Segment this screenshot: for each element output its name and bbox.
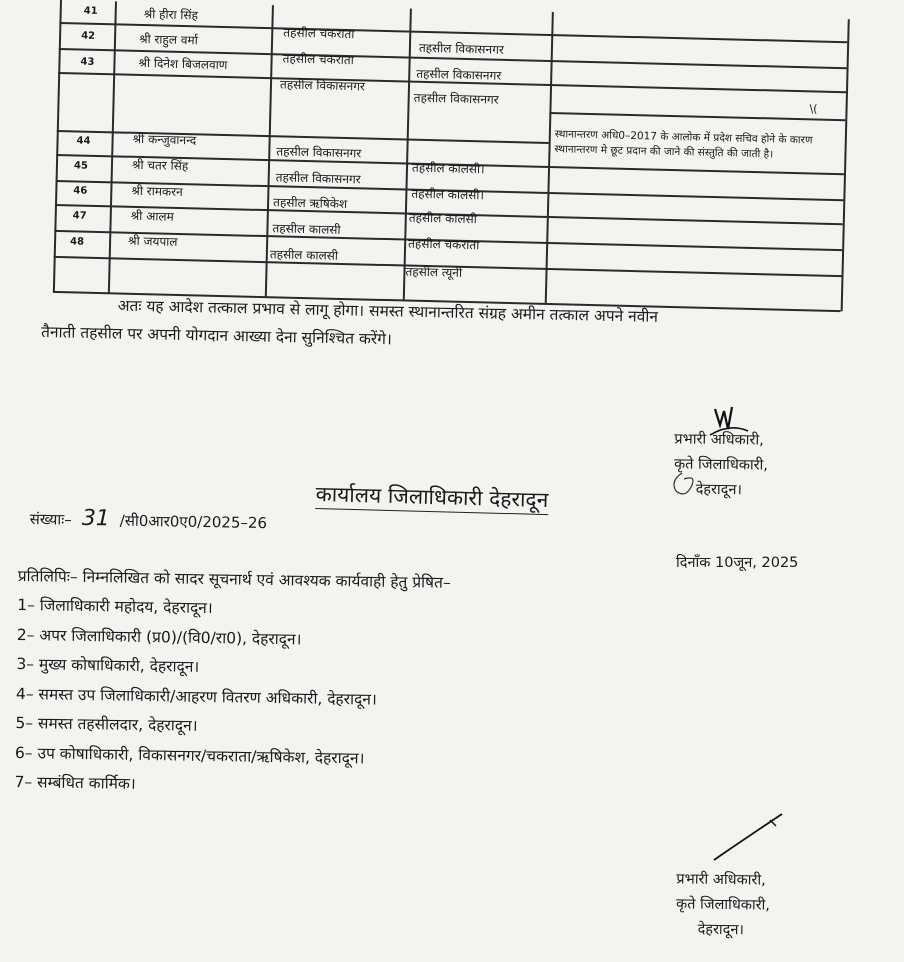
table-border — [403, 9, 412, 301]
serial-number: 48 — [69, 236, 85, 248]
transfer-tehsil: तहसील कालसी। — [411, 186, 485, 203]
table-border — [841, 19, 850, 311]
serial-number: 45 — [73, 160, 89, 172]
transfer-tehsil: तहसील विकासनगर — [413, 90, 499, 107]
table-border — [57, 130, 549, 147]
employee-name: श्री कन्जुवानन्द — [132, 131, 197, 148]
transfer-tehsil: तहसील कालसी — [408, 210, 478, 227]
signatory-title: प्रभारी अधिकारी, — [674, 431, 764, 449]
table-border — [549, 112, 845, 121]
signatory-location: देहरादून। — [697, 921, 745, 939]
employee-name: श्री चतर सिंह — [131, 157, 189, 174]
serial-number: 46 — [73, 185, 88, 197]
current-tehsil: तहसील चकराता — [283, 25, 355, 42]
list-item: 7– सम्बंधित कार्मिक। — [14, 772, 136, 793]
transfer-tehsil: तहसील चकराता — [407, 236, 480, 253]
current-tehsil: तहसील विकासनगर — [275, 170, 361, 187]
current-tehsil: तहसील विकासनगर — [279, 77, 366, 94]
transfer-tehsil: तहसील कालसी। — [411, 160, 485, 177]
paragraph-line: अतः यह आदेश तत्काल प्रभाव से लागू होगा। समस्त स्थानान्तरित संग्रह अमीन तत्काल अपने नवीन — [117, 296, 659, 326]
reference-suffix: /सी0आर0ए0/2025–26 — [119, 511, 268, 533]
signature-block-top — [673, 427, 768, 503]
list-item: 3– मुख्य कोषाधिकारी, देहरादून। — [16, 654, 200, 676]
date-line — [676, 552, 798, 572]
employee-name: श्री जयपाल — [127, 233, 178, 249]
office-heading — [315, 480, 548, 514]
date-value: 10जून, 2025 — [715, 555, 799, 571]
signature-block-bottom — [675, 867, 770, 943]
reference-handwritten-number: 31 — [81, 505, 111, 532]
table-border — [53, 0, 62, 292]
employee-name: श्री हीरा सिंह — [143, 7, 199, 23]
transfer-table — [53, 0, 850, 319]
handwritten-signature-stroke — [710, 808, 790, 868]
transfer-tehsil: तहसील विकासनगर — [416, 66, 502, 83]
transfer-tehsil: तहसील विकासनगर — [418, 40, 505, 57]
signatory-title: प्रभारी अधिकारी, — [676, 871, 766, 889]
current-tehsil: तहसील चकराता — [282, 51, 354, 68]
employee-name: श्री दिनेश बिजलवाण — [138, 55, 228, 73]
employee-name: श्री रामकरन — [131, 183, 183, 200]
list-item: 4– समस्त उप जिलाधिकारी/आहरण वितरण अधिकारी, देहरादून। — [15, 684, 377, 709]
copy-intro: प्रतिलिपिः– निम्नलिखित को सादर सूचनार्थ एवं आवश्यक कार्यवाही हेतु प्रेषित– — [17, 566, 451, 592]
transfer-tehsil: तहसील त्यूनी — [405, 264, 463, 280]
signatory-designation: कृते जिलाधिकारी, — [675, 896, 771, 914]
serial-number: 41 — [83, 5, 98, 17]
current-tehsil: तहसील ऋषिकेश — [272, 195, 348, 212]
list-item: 2– अपर जिलाधिकारी (प्र0)/(वि0/रा0), देहरादून। — [16, 625, 302, 648]
signatory-location: देहरादून। — [695, 481, 743, 499]
current-tehsil: तहसील कालसी — [269, 247, 339, 263]
current-tehsil: तहसील विकासनगर — [276, 144, 362, 161]
serial-number: 43 — [80, 56, 95, 68]
employee-name: श्री राहुल वर्मा — [138, 31, 198, 48]
current-tehsil: तहसील कालसी — [272, 221, 341, 237]
copy-list — [14, 562, 778, 809]
reference-number — [30, 505, 268, 534]
remark-text: स्थानान्तरण अधि0–2017 के आलोक में प्रदेश सचिव होने के कारण स्थानान्तरण मे छूट प्रदान की जाने की संस्तुति की जाती है। — [554, 128, 813, 161]
serial-number: 47 — [72, 210, 87, 222]
signatory-designation: कृते जिलाधिकारी, — [673, 456, 769, 474]
serial-number: 42 — [80, 30, 96, 42]
paragraph-line: तैनाती तहसील पर अपनी योगदान आख्या देना सुनिश्चित करेंगे। — [40, 322, 392, 349]
list-item: 5– समस्त तहसीलदार, देहरादून। — [15, 713, 198, 735]
employee-name: श्री आलम — [130, 208, 174, 224]
date-label: दिनाँक — [676, 555, 711, 571]
table-border — [108, 1, 117, 293]
tick-mark: \( — [809, 102, 818, 116]
table-border — [545, 12, 554, 304]
list-item: 6– उप कोषाधिकारी, विकासनगर/चकराता/ऋषिकेश, देहरादून। — [14, 743, 365, 767]
list-item: 1– जिलाधिकारी महोदय, देहरादून। — [17, 595, 213, 618]
office-heading-text: कार्यालय जिलाधिकारी देहरादून — [315, 482, 548, 515]
reference-prefix: संख्याः– — [29, 509, 72, 529]
serial-number: 44 — [76, 135, 91, 147]
